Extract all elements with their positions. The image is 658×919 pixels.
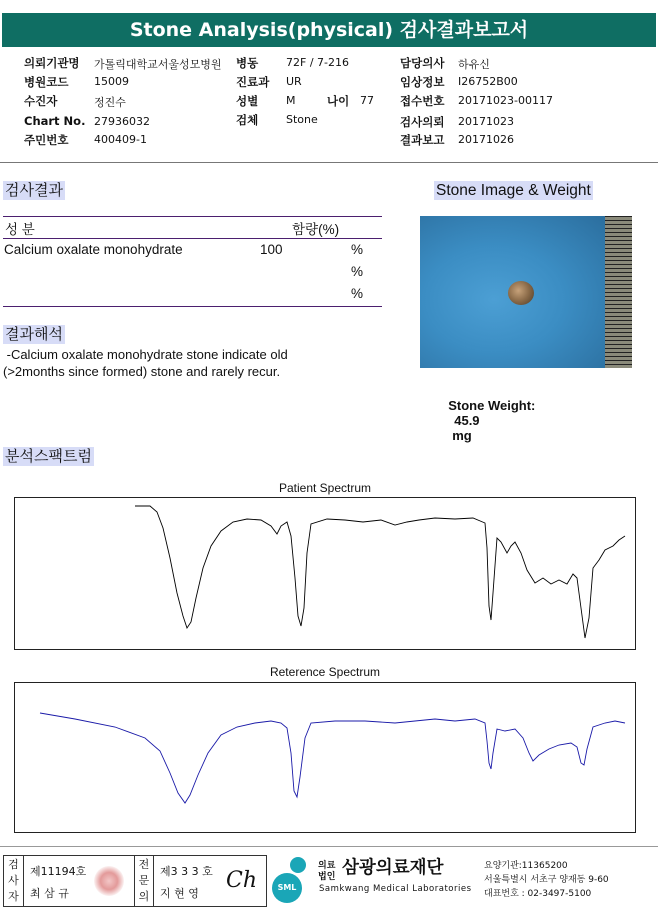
age-value: 77 <box>360 94 374 107</box>
sex-value: M <box>286 94 296 107</box>
inspector-no: 제11194호 <box>30 865 87 878</box>
ward-value: 72F / 7-216 <box>286 56 349 69</box>
results-heading: 검사결과 <box>5 181 63 199</box>
age-label: 나이 <box>327 94 350 108</box>
patient-label: 수진자 <box>24 94 58 108</box>
inspector-title <box>4 856 24 906</box>
chart-no-value: 27936032 <box>94 115 150 128</box>
inspector-title-1: 검 <box>8 858 19 871</box>
reference-spectrum-svg <box>15 683 635 832</box>
result-amount: 100 <box>260 242 283 257</box>
interpretation-line-2: (>2months since formed) stone and rarely recur. <box>3 364 281 379</box>
result-unit-1: % <box>351 242 364 257</box>
clinical-info-value: I26752B00 <box>458 75 518 88</box>
table-top-line <box>3 216 382 217</box>
physician-title-1: 전 <box>138 858 150 871</box>
hospital-value: 가톨릭대학교서울성모병원 <box>94 58 222 71</box>
report-date-label: 결과보고 <box>400 133 445 147</box>
specimen-value: Stone <box>286 113 318 126</box>
header-divider <box>0 162 658 163</box>
org-name-en: Samkwang Medical Laboratories <box>319 884 472 894</box>
inspector-title-2: 사 <box>8 874 19 887</box>
stone-photo <box>420 216 632 368</box>
doctor-value: 하유신 <box>458 58 490 71</box>
reference-spectrum-line <box>40 713 625 803</box>
patient-spectrum-line <box>135 506 625 638</box>
org-phone: 대표번호 : 02-3497-5100 <box>484 889 592 899</box>
chart-no-label: Chart No. <box>24 114 86 128</box>
stone-specimen <box>508 281 534 305</box>
table-header-line <box>3 238 382 239</box>
logo-top-dot <box>290 857 306 873</box>
interpretation-heading: 결과해석 <box>5 325 63 343</box>
resident-no-label: 주민번호 <box>24 133 69 147</box>
image-weight-heading: Stone Image & Weight <box>436 182 591 199</box>
receipt-no-label: 접수번호 <box>400 94 445 108</box>
col-component-header: 성 분 <box>5 222 35 237</box>
reference-spectrum-title: Reterence Spectrum <box>269 665 381 679</box>
org-address: 서울특별시 서초구 양재동 9-60 <box>484 875 609 885</box>
inspector-name: 최 삼 규 <box>30 887 69 900</box>
department-value: UR <box>286 75 302 88</box>
signature-mark: Ch <box>226 868 258 893</box>
seal-icon <box>94 866 124 896</box>
spectrum-heading: 분석스팩트럼 <box>5 447 92 465</box>
patient-spectrum-title: Patient Spectrum <box>278 481 372 495</box>
specimen-label: 검체 <box>236 113 259 127</box>
doctor-label: 담당의사 <box>400 56 445 70</box>
ruler-image <box>605 216 632 368</box>
request-date-value: 20171023 <box>458 115 514 128</box>
physician-title-2: 문 <box>138 874 150 887</box>
report-title: Stone Analysis(physical) 검사결과보고서 <box>2 13 656 47</box>
sex-label: 성별 <box>236 94 259 108</box>
stone-weight-label: Stone Weight: <box>448 398 536 413</box>
patient-spectrum-svg <box>15 498 635 649</box>
physician-no: 제3 3 3 호 <box>160 865 213 878</box>
request-date-label: 검사의뢰 <box>400 115 445 129</box>
stone-weight-value: 45.9 <box>454 413 480 428</box>
header-info <box>0 52 658 162</box>
org-name: 삼광의료재단 <box>342 858 444 878</box>
org-logo-icon <box>272 857 312 905</box>
department-label: 진료과 <box>236 75 270 89</box>
hospital-code-label: 병원코드 <box>24 75 69 89</box>
result-unit-3: % <box>351 286 364 301</box>
physician-title <box>134 856 154 906</box>
report-date-value: 20171026 <box>458 133 514 146</box>
footer-divider <box>0 846 658 847</box>
hospital-code-value: 15009 <box>94 75 129 88</box>
signature-box <box>3 855 267 907</box>
org-small-1: 의료 <box>318 861 336 871</box>
inspector-title-3: 자 <box>8 890 19 903</box>
interpretation-line-1: -Calcium oxalate monohydrate stone indicate old <box>3 347 288 362</box>
result-unit-2: % <box>351 264 364 279</box>
clinical-info-label: 임상정보 <box>400 75 445 89</box>
org-small-2: 법인 <box>318 872 336 882</box>
resident-no-value: 400409-1 <box>94 133 147 146</box>
result-component: Calcium oxalate monohydrate <box>4 242 183 257</box>
patient-spectrum-plot <box>14 497 636 650</box>
org-code: 요양기관:11365200 <box>484 861 568 871</box>
physician-title-3: 의 <box>138 890 150 903</box>
stone-weight <box>441 383 535 443</box>
table-bottom-line <box>3 306 382 307</box>
ward-label: 병동 <box>236 56 259 70</box>
col-amount-header: 함량(%) <box>292 222 340 237</box>
patient-value: 정진수 <box>94 96 126 109</box>
logo-badge: SML <box>272 873 302 903</box>
stone-weight-unit: mg <box>452 428 472 443</box>
hospital-label: 의뢰기관명 <box>24 56 80 70</box>
physician-name: 지 현 영 <box>160 887 199 900</box>
reference-spectrum-plot <box>14 682 636 833</box>
receipt-no-value: 20171023-00117 <box>458 94 553 107</box>
